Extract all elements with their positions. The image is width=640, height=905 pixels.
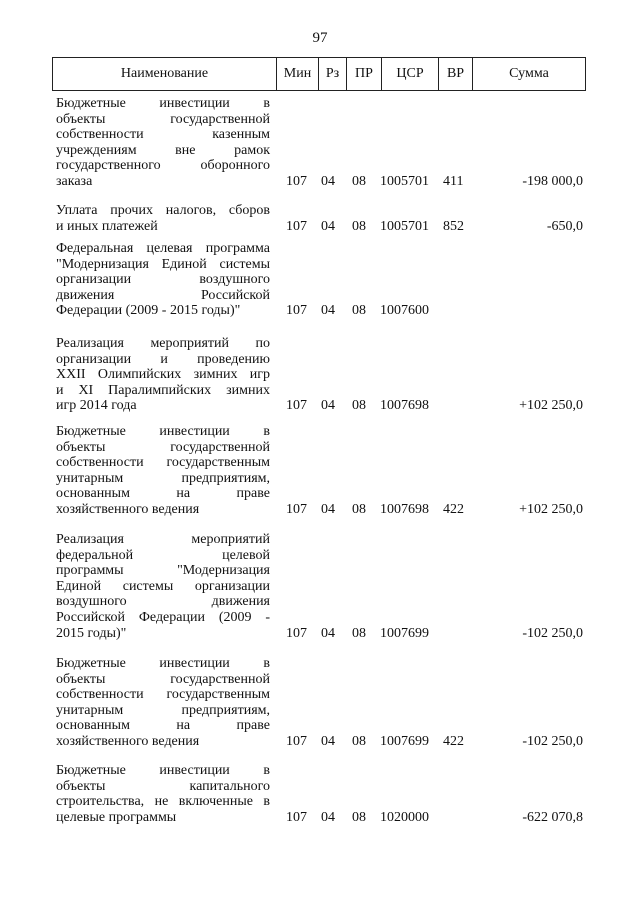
row-name-line: Федеральная целевая программа xyxy=(56,241,270,256)
row-csr: 1020000 xyxy=(380,809,429,825)
row-csr: 1005701 xyxy=(380,174,429,189)
row-name-line: Реализация мероприятий xyxy=(56,532,270,547)
row-name-line: хозяйственного ведения xyxy=(56,501,200,517)
row-name-line: Бюджетные инвестиции в xyxy=(56,424,270,439)
header-pr: ПР xyxy=(347,58,382,90)
row-name xyxy=(56,424,270,518)
row-name xyxy=(56,763,270,825)
row-min: 107 xyxy=(286,174,307,189)
row-pr: 08 xyxy=(352,502,366,517)
row-name xyxy=(56,656,270,750)
row-rz: 04 xyxy=(321,809,335,825)
row-name-line: объекты капитального xyxy=(56,778,270,794)
row-csr: 1007699 xyxy=(380,625,429,641)
row-rz: 04 xyxy=(321,303,335,319)
row-name-line: Бюджетные инвестиции в xyxy=(56,96,270,111)
row-min: 107 xyxy=(286,809,307,825)
row-name-line: заказа xyxy=(56,173,93,189)
row-name-line: и иных платежей xyxy=(56,218,158,234)
row-name-line: хозяйственного ведения xyxy=(56,733,200,749)
row-min: 107 xyxy=(286,398,307,414)
row-name-line: Единой системы организации xyxy=(56,578,270,594)
row-name-line: собственности казенным xyxy=(56,127,270,143)
header-min: Мин xyxy=(277,58,319,90)
row-min: 107 xyxy=(286,303,307,319)
row-csr: 1007698 xyxy=(380,398,429,414)
row-sum: -650,0 xyxy=(546,218,583,234)
row-name-line: воздушного движения xyxy=(56,594,270,610)
row-name-line: основанным на праве xyxy=(56,486,270,502)
row-name-line: организации и проведению xyxy=(56,351,270,367)
row-rz: 04 xyxy=(321,218,335,234)
header-rz: Рз xyxy=(319,58,347,90)
row-pr: 08 xyxy=(352,625,366,641)
row-sum: -622 070,8 xyxy=(522,809,583,825)
row-name-line: унитарным предприятиям, xyxy=(56,470,270,486)
row-csr: 1007698 xyxy=(380,502,429,517)
row-sum: +102 250,0 xyxy=(519,398,583,414)
row-min: 107 xyxy=(286,502,307,517)
row-sum: -102 250,0 xyxy=(522,734,583,749)
row-csr: 1007600 xyxy=(380,303,429,319)
row-name-line: государственного оборонного xyxy=(56,158,270,174)
row-name xyxy=(56,203,270,234)
row-name-line: и XI Паралимпийских зимних xyxy=(56,382,270,398)
row-name-line: организации воздушного xyxy=(56,272,270,288)
row-sum: -198 000,0 xyxy=(522,174,583,189)
row-name-line: Уплата прочих налогов, сборов xyxy=(56,203,270,218)
row-pr: 08 xyxy=(352,734,366,749)
row-name-line: XXII Олимпийских зимних игр xyxy=(56,367,270,383)
row-name xyxy=(56,532,270,641)
row-csr: 1005701 xyxy=(380,218,429,234)
row-rz: 04 xyxy=(321,398,335,414)
row-name-line: Федерации (2009 - 2015 годы)" xyxy=(56,303,241,319)
header-csr: ЦСР xyxy=(382,58,439,90)
row-name-line: унитарным предприятиям, xyxy=(56,702,270,718)
row-min: 107 xyxy=(286,625,307,641)
row-name-line: Российской Федерации (2009 - xyxy=(56,609,270,625)
row-name-line: игр 2014 года xyxy=(56,398,137,414)
table-header xyxy=(52,57,586,91)
row-name-line: основанным на праве xyxy=(56,718,270,734)
row-min: 107 xyxy=(286,734,307,749)
row-name-line: объекты государственной xyxy=(56,671,270,687)
header-sum: Сумма xyxy=(509,66,549,81)
row-name xyxy=(56,96,270,190)
row-name-line: федеральной целевой xyxy=(56,547,270,563)
row-name-line: целевые программы xyxy=(56,809,177,825)
row-vr: 422 xyxy=(443,734,464,749)
row-vr: 422 xyxy=(443,502,464,517)
row-sum: +102 250,0 xyxy=(519,502,583,517)
row-vr: 852 xyxy=(443,218,464,234)
row-pr: 08 xyxy=(352,174,366,189)
row-name-line: объекты государственной xyxy=(56,439,270,455)
row-name-line: 2015 годы)" xyxy=(56,625,127,641)
row-pr: 08 xyxy=(352,398,366,414)
row-min: 107 xyxy=(286,218,307,234)
row-name-line: строительства, не включенные в xyxy=(56,794,270,810)
row-name-line: собственности государственным xyxy=(56,455,270,471)
row-pr: 08 xyxy=(352,218,366,234)
row-name-line: учреждениям вне рамок xyxy=(56,142,270,158)
row-rz: 04 xyxy=(321,502,335,517)
row-name-line: "Модернизация Единой системы xyxy=(56,256,270,272)
row-rz: 04 xyxy=(321,734,335,749)
row-vr: 411 xyxy=(443,174,464,189)
row-rz: 04 xyxy=(321,625,335,641)
row-name-line: Реализация мероприятий по xyxy=(56,336,270,351)
row-name xyxy=(56,336,270,414)
row-pr: 08 xyxy=(352,809,366,825)
row-name-line: программы "Модернизация xyxy=(56,563,270,579)
row-rz: 04 xyxy=(321,174,335,189)
row-csr: 1007699 xyxy=(380,734,429,749)
header-vr: ВР xyxy=(439,58,473,90)
row-name-line: Бюджетные инвестиции в xyxy=(56,656,270,671)
page-number: 97 xyxy=(312,30,328,46)
row-name-line: собственности государственным xyxy=(56,687,270,703)
row-name-line: Бюджетные инвестиции в xyxy=(56,763,270,778)
row-pr: 08 xyxy=(352,303,366,319)
row-sum: -102 250,0 xyxy=(522,625,583,641)
row-name-line: движения Российской xyxy=(56,287,270,303)
row-name-line: объекты государственной xyxy=(56,111,270,127)
row-name xyxy=(56,241,270,319)
header-name: Наименование xyxy=(53,58,277,90)
